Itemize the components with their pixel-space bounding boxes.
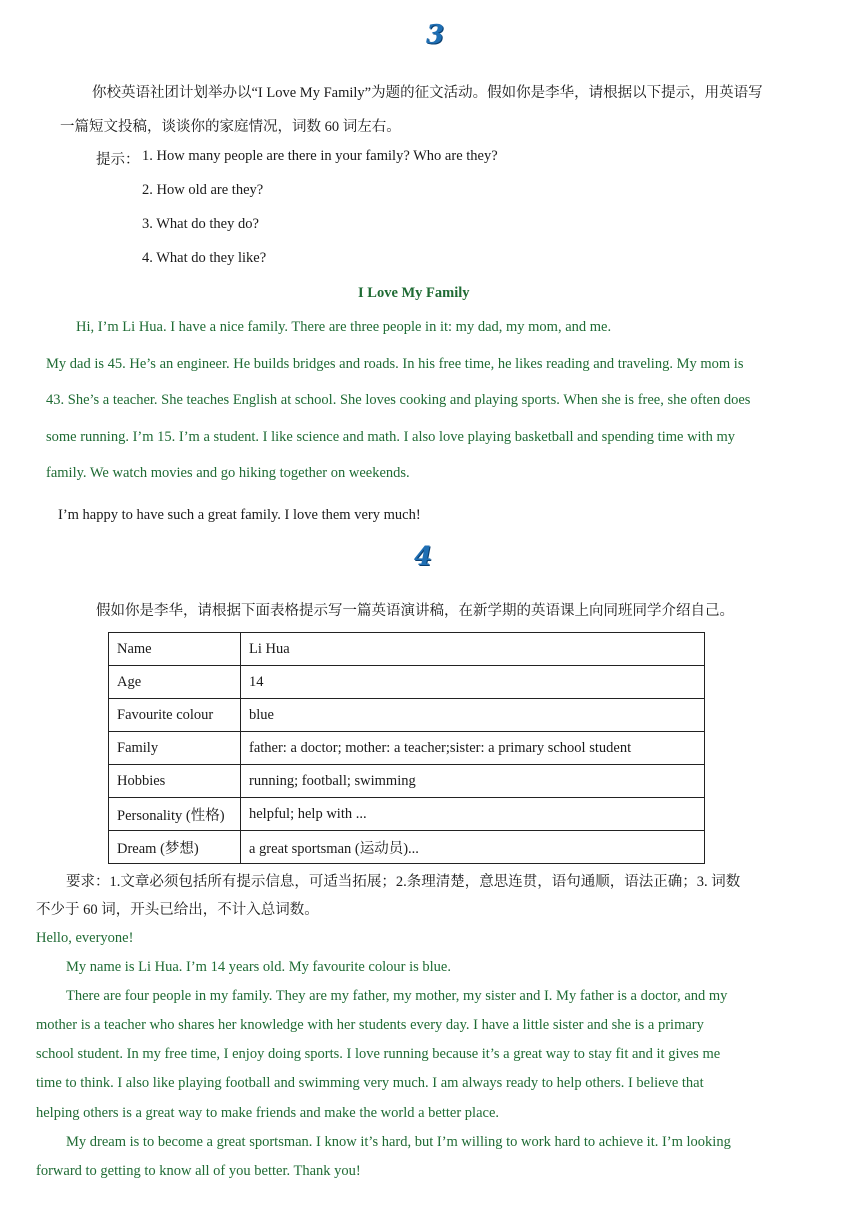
essay-4-line-4: mother is a teacher who shares her knowledge with her students every day. I have a little sister and she is a primary (36, 1017, 704, 1033)
table-value: a great sportsman (运动员)... (241, 831, 705, 864)
table-key: Personality (性格) (109, 798, 241, 831)
table-key: Family (109, 732, 241, 765)
table-row (109, 798, 705, 831)
essay-3-title: I Love My Family (358, 285, 470, 301)
table-row (109, 765, 705, 798)
hint-item-4: 4. What do they like? (142, 250, 267, 266)
table-row (109, 666, 705, 699)
table-row (109, 831, 705, 864)
requirements-line2: 不少于 60 词，开头已给出，不计入总词数。 (36, 902, 319, 918)
table-value: running; football; swimming (241, 765, 705, 798)
section-3-prompt-line2: 一篇短文投稿，谈谈你的家庭情况，词数 60 词左右。 (60, 119, 401, 135)
table-value: helpful; help with ... (241, 798, 705, 831)
table-value: blue (241, 699, 705, 732)
essay-4-line-7: helping others is a great way to make friends and make the world a better place. (36, 1105, 500, 1121)
table-value: Li Hua (241, 633, 705, 666)
hint-item-3: 3. What do they do? (142, 216, 259, 232)
table-key: Name (109, 633, 241, 666)
essay-4-line-8: My dream is to become a great sportsman. I know it’s hard, but I’m willing to work hard to achieve it. I’m looking (66, 1134, 731, 1150)
profile-table (108, 632, 705, 864)
table-key: Age (109, 666, 241, 699)
table-key: Hobbies (109, 765, 241, 798)
hint-item-2: 2. How old are they? (142, 182, 264, 198)
table-value: father: a doctor; mother: a teacher;sister: a primary school student (241, 732, 705, 765)
table-row (109, 699, 705, 732)
essay-3-line-6: I’m happy to have such a great family. I love them very much! (58, 507, 421, 523)
table-key: Dream (梦想) (109, 831, 241, 864)
essay-4-line-2: My name is Li Hua. I’m 14 years old. My favourite colour is blue. (66, 959, 451, 975)
hints-label: 提示： (96, 152, 140, 168)
essay-4-line-5: school student. In my free time, I enjoy doing sports. I love running because it’s a great way to stay fit and it gives me (36, 1046, 721, 1062)
table-row (109, 633, 705, 666)
hint-item-1: 1. How many people are there in your family? Who are they? (142, 148, 498, 164)
table-row (109, 732, 705, 765)
essay-4-line-6: time to think. I also like playing football and swimming very much. I am always ready to help others. I believe that (36, 1075, 704, 1091)
section-4-number: 4 (414, 542, 433, 572)
essay-4-line-9: forward to getting to know all of you better. Thank you! (36, 1163, 361, 1179)
essay-3-line-3: 43. She’s a teacher. She teaches English at school. She loves cooking and playing sports. When she is free, she often does (46, 392, 751, 408)
table-value: 14 (241, 666, 705, 699)
section-4-prompt: 假如你是李华，请根据下面表格提示写一篇英语演讲稿，在新学期的英语课上向同班同学介绍自己。 (96, 603, 734, 619)
section-3-prompt-line1: 你校英语社团计划举办以“I Love My Family”为题的征文活动。假如你是李华，请根据以下提示，用英语写 (92, 85, 763, 101)
essay-3-line-1: Hi, I’m Li Hua. I have a nice family. There are three people in it: my dad, my mom, and me. (76, 319, 612, 335)
requirements-line1: 要求：1.文章必须包括所有提示信息，可适当拓展；2.条理清楚，意思连贯，语句通顺，语法正确；3. 词数 (66, 874, 741, 890)
essay-4-line-1: Hello, everyone! (36, 930, 134, 946)
essay-3-line-4: some running. I’m 15. I’m a student. I like science and math. I also love playing basketball and spending time with my (46, 429, 735, 445)
section-3-number: 3 (426, 20, 445, 50)
table-key: Favourite colour (109, 699, 241, 732)
essay-4-line-3: There are four people in my family. They are my father, my mother, my sister and I. My father is a doctor, and my (66, 988, 728, 1004)
essay-3-line-5: family. We watch movies and go hiking together on weekends. (46, 465, 410, 481)
essay-3-line-2: My dad is 45. He’s an engineer. He builds bridges and roads. In his free time, he likes reading and traveling. My mom is (46, 356, 744, 372)
